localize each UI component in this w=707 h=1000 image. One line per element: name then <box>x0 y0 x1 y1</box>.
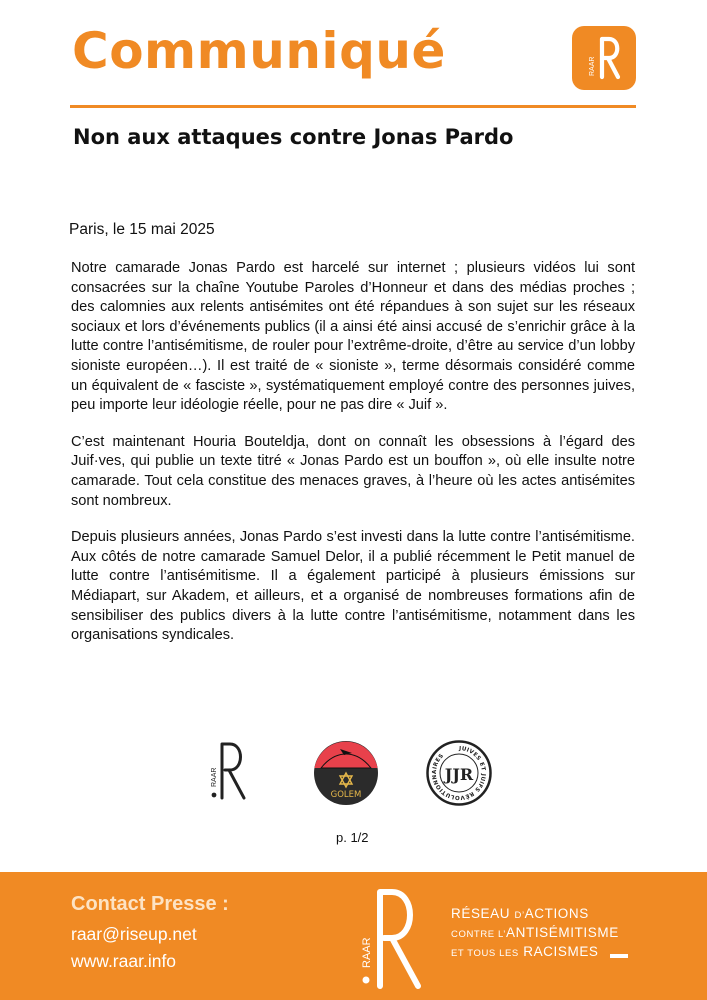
raar-logo-text: RAAR <box>589 56 596 76</box>
partner-logo-golem <box>313 740 379 806</box>
org-name-line1: RÉSEAU D’ACTIONS <box>451 906 589 921</box>
page-title: Communiqué <box>72 22 446 80</box>
golem-text: GOLEM <box>330 790 362 800</box>
footer <box>0 872 707 1000</box>
contact-website[interactable]: www.raar.info <box>71 951 177 971</box>
golem-icon <box>313 740 379 806</box>
body-text <box>71 259 635 663</box>
page-number: p. 1/2 <box>336 830 369 845</box>
footer-logo-text: RAAR <box>361 937 373 968</box>
document-date: Paris, le 15 mai 2025 <box>69 221 215 238</box>
paragraph: Depuis plusieurs années, Jonas Pardo s’est investi dans la lutte contre l’antisémitisme. Aux côtés de notre camarade Samuel Delor, il a publié récemment le Petit manuel de lutte contre l’antisémitisme. Il a également participé à plusieurs émissions sur Médiapart, sur Akadem, et ailleurs, et a organisé de nombreuses formations afin de sensibiliser des publics divers à la lutte contre l’antisémitisme, notamment dans les organisations syndicales. <box>71 529 635 644</box>
header-divider <box>70 105 636 108</box>
partner-raar-text: RAAR <box>211 767 218 787</box>
org-name-line2: CONTRE L’ANTISÉMITISME <box>451 925 619 940</box>
org-name-bar <box>610 954 628 958</box>
partner-logo-jjr <box>426 740 492 806</box>
raar-r-icon <box>200 740 260 804</box>
raar-logo-icon <box>572 26 636 90</box>
jjr-ring-text: JUIVES ET JUIFS RÉVOLUTIONNAIRES <box>431 745 486 801</box>
raar-logo <box>572 26 636 90</box>
footer-raar-logo-icon <box>352 886 432 996</box>
contact-heading: Contact Presse : <box>71 893 229 915</box>
jjr-icon <box>426 740 492 806</box>
document-subtitle: Non aux attaques contre Jonas Pardo <box>73 125 514 149</box>
partner-logo-raar <box>200 740 260 804</box>
paragraph: C’est maintenant Houria Bouteldja, dont on connaît les obsessions à l’égard des Juif·ves, qui publie un texte titré « Jonas Pardo est un bouffon », où elle insulte notre camarade. Tout cela constitue des menaces graves, à l’heure où les actes antisémites sont nombreux. <box>71 433 635 509</box>
jjr-monogram: JJR <box>444 765 474 784</box>
paragraph: Notre camarade Jonas Pardo est harcelé sur internet ; plusieurs vidéos lui sont consacrées sur la chaîne Youtube Paroles d’Honneur et dans des médias proches ; des calomnies aux relents antisémites ont été répandues à son sujet sur les réseaux sociaux et lors d’événements publics (il a ainsi été ainsi accusé de s’enrichir grâce à la lutte contre l’antisémitisme, de rouler pour l’extrême-droite, d’être au service d’un lobby sioniste européen…). Il est traité de « sioniste », terme désormais considéré comme un équivalent de « fasciste », systématiquement employé contre des personnes juives, peu importe leur idéologie réelle, pour ne pas dire « Juif ». <box>71 260 635 414</box>
org-name-line3: ET TOUS LES RACISMES <box>451 944 599 959</box>
contact-email[interactable]: raar@riseup.net <box>71 924 197 944</box>
